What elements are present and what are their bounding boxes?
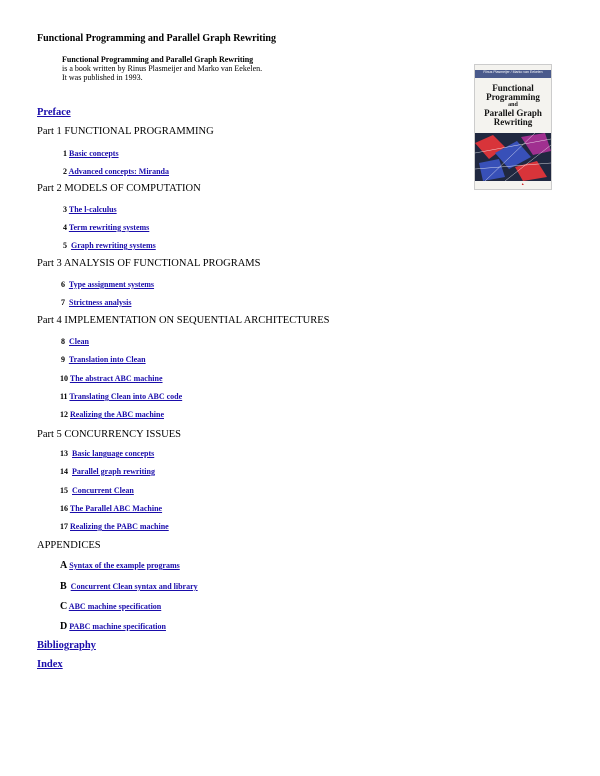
section-part-1: Part 1 FUNCTIONAL PROGRAMMING <box>37 126 214 137</box>
link-chapter-11[interactable]: Translating Clean into ABC code <box>69 392 183 401</box>
page-title: Functional Programming and Parallel Graph Rewriting <box>37 33 276 44</box>
link-chapter-6[interactable]: Type assignment systems <box>68 280 155 289</box>
link-chapter-10[interactable]: The abstract ABC machine <box>69 374 163 383</box>
toc-item: 15 Concurrent Clean <box>60 486 134 495</box>
link-chapter-7[interactable]: Strictness analysis <box>69 298 132 307</box>
cover-artwork <box>475 133 551 181</box>
toc-item: 10 The abstract ABC machine <box>60 374 163 383</box>
toc-item: 3 The l-calculus <box>63 205 117 214</box>
link-chapter-12[interactable]: Realizing the ABC machine <box>70 410 164 419</box>
toc-item: 12 Realizing the ABC machine <box>60 410 164 419</box>
toc-item: 13 Basic language concepts <box>60 449 155 458</box>
cover-title-line: Parallel Graph <box>484 108 542 118</box>
book-cover-image <box>474 64 552 190</box>
link-chapter-3[interactable]: The l-calculus <box>68 205 117 214</box>
link-chapter-9[interactable]: Translation into Clean <box>68 355 146 364</box>
link-appendix-c[interactable]: ABC machine specification <box>68 602 162 611</box>
toc-item: A Syntax of the example programs <box>60 560 180 571</box>
toc-item: C ABC machine specification <box>60 601 162 612</box>
toc-item: B Concurrent Clean syntax and library <box>60 581 198 592</box>
toc-item: 16 The Parallel ABC Machine <box>60 504 163 513</box>
section-part-3: Part 3 ANALYSIS OF FUNCTIONAL PROGRAMS <box>37 258 261 269</box>
cover-title-line: Rewriting <box>493 117 533 127</box>
intro-block <box>62 55 262 82</box>
cover-title-line: and <box>508 102 518 108</box>
link-chapter-4[interactable]: Term rewriting systems <box>68 223 150 232</box>
intro-line-2: It was published in 1993. <box>62 73 143 82</box>
intro-line-1: is a book written by Rinus Plasmeijer and Marko van Eekelen. <box>62 64 263 73</box>
intro-title: Functional Programming and Parallel Graph Rewriting <box>62 55 254 64</box>
toc-item: 8 Clean <box>61 337 89 346</box>
publisher-logo-icon: ▲ <box>521 182 525 186</box>
toc-item: 6 Type assignment systems <box>61 280 155 289</box>
section-appendices: APPENDICES <box>37 540 101 551</box>
toc-item: 7 Strictness analysis <box>61 298 132 307</box>
link-chapter-14[interactable]: Parallel graph rewriting <box>72 467 155 476</box>
link-chapter-8[interactable]: Clean <box>69 337 89 346</box>
toc-item: 11 Translating Clean into ABC code <box>60 392 183 401</box>
cover-authors: Rinus Plasmeijer / Marko van Eekelen <box>483 70 543 74</box>
toc-item: D PABC machine specification <box>60 621 166 632</box>
toc-item: 9 Translation into Clean <box>61 355 146 364</box>
cover-title <box>475 84 551 127</box>
link-bibliography[interactable]: Bibliography <box>37 640 96 651</box>
link-appendix-b[interactable]: Concurrent Clean syntax and library <box>70 582 198 591</box>
toc-item: 2 Advanced concepts: Miranda <box>63 167 170 176</box>
toc-item: 4 Term rewriting systems <box>63 223 150 232</box>
link-preface[interactable]: Preface <box>37 107 71 118</box>
link-index[interactable]: Index <box>37 659 63 670</box>
link-appendix-d[interactable]: PABC machine specification <box>69 622 166 631</box>
link-chapter-16[interactable]: The Parallel ABC Machine <box>69 504 163 513</box>
link-chapter-2[interactable]: Advanced concepts: Miranda <box>68 167 170 176</box>
link-chapter-17[interactable]: Realizing the PABC machine <box>70 522 169 531</box>
section-part-4: Part 4 IMPLEMENTATION ON SEQUENTIAL ARCHITECTURES <box>37 315 330 326</box>
toc-item: 1 Basic concepts <box>63 149 119 158</box>
link-appendix-a[interactable]: Syntax of the example programs <box>69 561 180 570</box>
toc-item: 14 Parallel graph rewriting <box>60 467 155 476</box>
toc-item: 5 Graph rewriting systems <box>63 241 156 250</box>
cover-title-line: Functional <box>492 83 534 93</box>
section-part-5: Part 5 CONCURRENCY ISSUES <box>37 429 182 440</box>
cover-title-line: Programming <box>486 92 540 102</box>
link-chapter-13[interactable]: Basic language concepts <box>72 449 155 458</box>
toc-item: 17 Realizing the PABC machine <box>60 522 169 531</box>
section-part-2: Part 2 MODELS OF COMPUTATION <box>37 183 201 194</box>
link-chapter-1[interactable]: Basic concepts <box>69 149 119 158</box>
link-chapter-5[interactable]: Graph rewriting systems <box>71 241 156 250</box>
link-chapter-15[interactable]: Concurrent Clean <box>72 486 134 495</box>
